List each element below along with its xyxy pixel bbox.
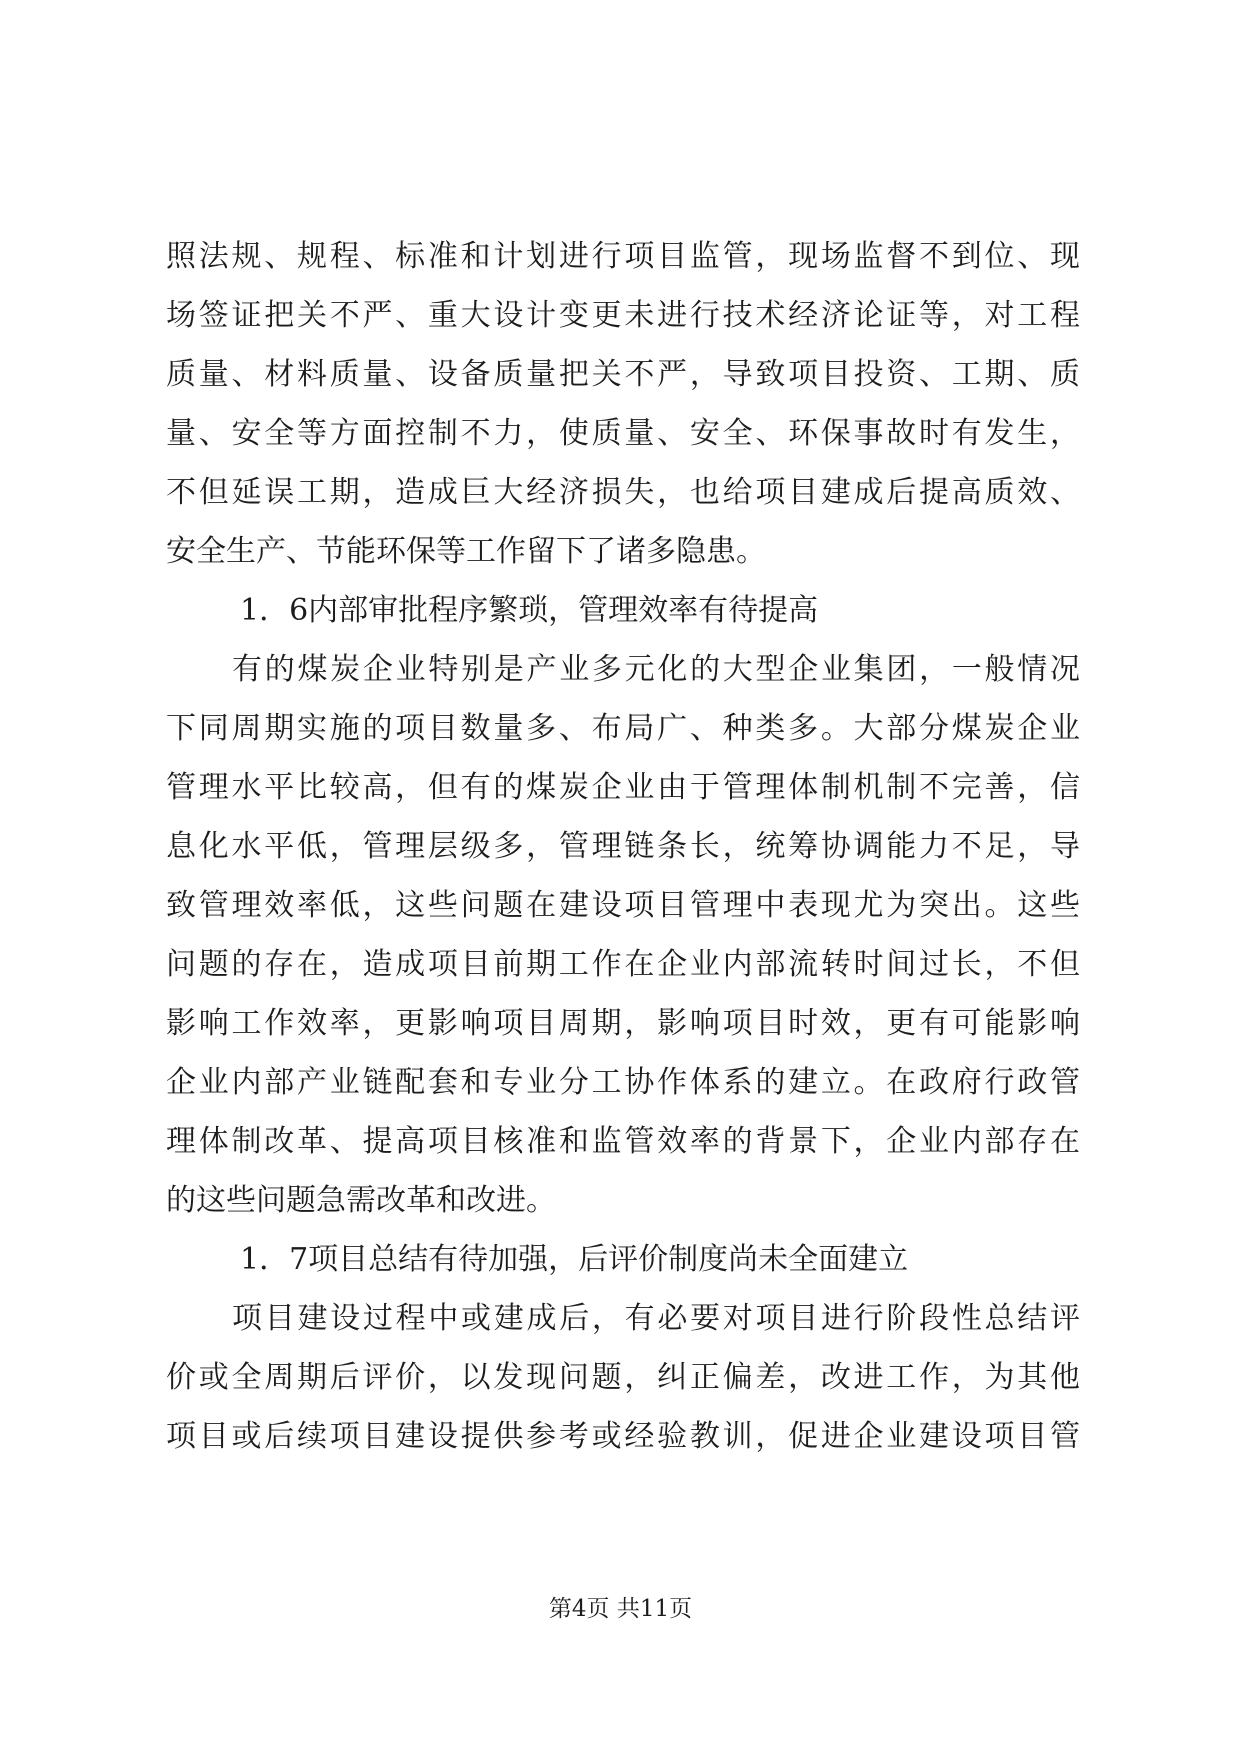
paragraph-line: 有的煤炭企业特别是产业多元化的大型企业集团，一般情况: [232, 652, 1080, 687]
section-heading: 1．6内部审批程序繁琐，管理效率有待提高: [240, 593, 819, 628]
paragraph-line: 安全生产、节能环保等工作留下了诸多隐患。: [166, 534, 766, 569]
paragraph-line: 问题的存在，造成项目前期工作在企业内部流转时间过长，不但: [166, 947, 1080, 982]
paragraph-line: 项目或后续项目建设提供参考或经验教训，促进企业建设项目管: [166, 1419, 1080, 1454]
paragraph-line: 价或全周期后评价，以发现问题，纠正偏差，改进工作，为其他: [166, 1360, 1080, 1395]
page-number-footer: 第4页 共11页: [548, 1596, 693, 1622]
paragraph-line: 项目建设过程中或建成后，有必要对项目进行阶段性总结评: [232, 1301, 1080, 1336]
paragraph-line: 致管理效率低，这些问题在建设项目管理中表现尤为突出。这些: [166, 888, 1080, 923]
section-heading: 1．7项目总结有待加强，后评价制度尚未全面建立: [240, 1242, 909, 1277]
paragraph-line: 场签证把关不严、重大设计变更未进行技术经济论证等，对工程: [166, 298, 1080, 333]
paragraph-line: 照法规、规程、标准和计划进行项目监管，现场监督不到位、现: [166, 239, 1080, 274]
paragraph-line: 的这些问题急需改革和改进。: [166, 1183, 556, 1218]
paragraph-line: 管理水平比较高，但有的煤炭企业由于管理体制机制不完善，信: [166, 770, 1080, 805]
paragraph-line: 息化水平低，管理层级多，管理链条长，统筹协调能力不足，导: [166, 829, 1080, 864]
paragraph-line: 量、安全等方面控制不力，使质量、安全、环保事故时有发生，: [166, 416, 1080, 451]
paragraph-line: 不但延误工期，造成巨大经济损失，也给项目建成后提高质效、: [166, 475, 1080, 510]
paragraph-line: 理体制改革、提高项目核准和监管效率的背景下，企业内部存在: [166, 1124, 1080, 1159]
paragraph-line: 下同周期实施的项目数量多、布局广、种类多。大部分煤炭企业: [166, 711, 1080, 746]
paragraph-line: 影响工作效率，更影响项目周期，影响项目时效，更有可能影响: [166, 1006, 1080, 1041]
paragraph-line: 质量、材料质量、设备质量把关不严，导致项目投资、工期、质: [166, 357, 1080, 392]
paragraph-line: 企业内部产业链配套和专业分工协作体系的建立。在政府行政管: [166, 1065, 1080, 1100]
